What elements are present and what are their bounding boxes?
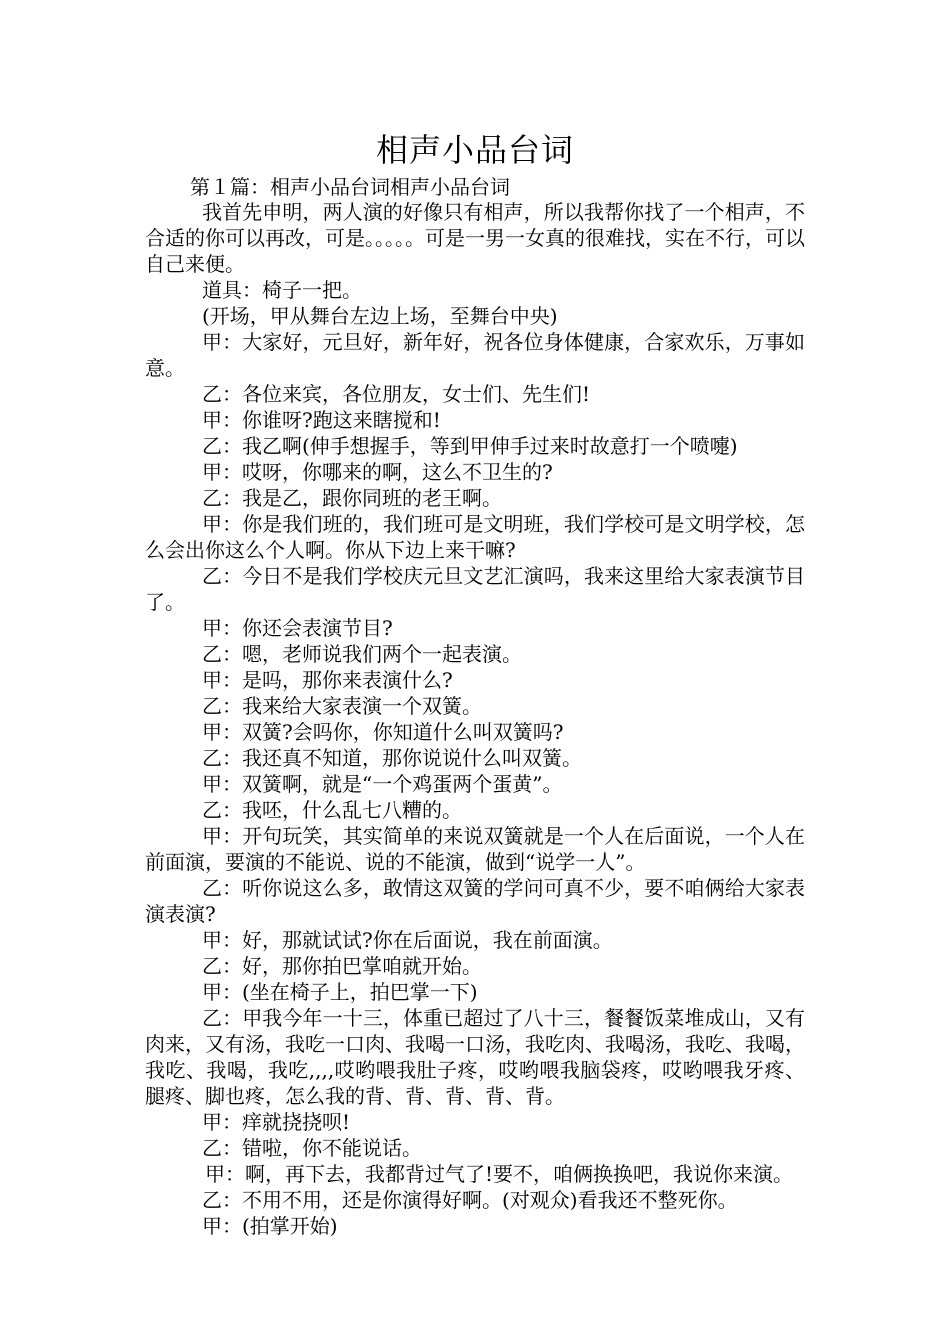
paragraph: 甲：双簧?会吗你，你知道什么叫双簧吗? — [202, 720, 564, 744]
paragraph: 甲：大家好，元旦好，新年好，祝各位身体健康，合家欢乐，万事如意。 — [145, 330, 805, 380]
paragraph: 乙：各位来宾，各位朋友，女士们、先生们! — [202, 382, 591, 406]
paragraph: 乙：甲我今年一十三，体重已超过了八十三，餐餐饭菜堆成山，又有肉来，又有汤，我吃一口肉、我喝一口汤，我吃肉、我喝汤，我吃、我喝，我吃、我喝，我吃,,,,哎哟喂我肚子疼，哎哟喂我脑袋疼，哎哟喂我牙疼、腿疼、脚也疼，怎么我的背、背、背、背、背。 — [145, 1006, 805, 1108]
paragraph: 道具：椅子一把。 — [202, 278, 362, 302]
paragraph: 乙：听你说这么多，敢情这双簧的学问可真不少，要不咱俩给大家表演表演? — [145, 876, 805, 926]
document-subtitle: 第１篇：相声小品台词相声小品台词 — [190, 175, 510, 199]
paragraph: 乙：我乙啊(伸手想握手，等到甲伸手过来时故意打一个喷嚏) — [202, 434, 738, 458]
paragraph: 乙：不用不用，还是你演得好啊。(对观众)看我还不整死你。 — [202, 1188, 738, 1212]
paragraph: 甲：好，那就试试?你在后面说，我在前面演。 — [202, 928, 613, 952]
paragraph: 乙：今日不是我们学校庆元旦文艺汇演吗，我来这里给大家表演节目了。 — [145, 564, 805, 614]
paragraph: 甲：(坐在椅子上，拍巴掌一下) — [202, 980, 478, 1004]
paragraph: 甲：是吗，那你来表演什么? — [202, 668, 453, 692]
paragraph: 甲：你还会表演节目? — [202, 616, 393, 640]
paragraph: 甲：你是我们班的，我们班可是文明班，我们学校可是文明学校，怎么会出你这么个人啊。你从下边上来干嘛? — [145, 512, 805, 562]
paragraph: (开场，甲从舞台左边上场，至舞台中央) — [202, 304, 558, 328]
paragraph: 甲：哎呀，你哪来的啊，这么不卫生的? — [202, 460, 553, 484]
paragraph: 甲：双簧啊，就是“一个鸡蛋两个蛋黄”。 — [202, 772, 563, 796]
paragraph: 甲：痒就挠挠呗! — [202, 1110, 351, 1134]
paragraph: 乙：好，那你拍巴掌咱就开始。 — [202, 954, 482, 978]
paragraph: 乙：我是乙，跟你同班的老王啊。 — [202, 486, 502, 510]
paragraph: 甲：啊，再下去，我都背过气了!要不，咱俩换换吧，我说你来演。 — [205, 1162, 794, 1186]
paragraph: 乙：我来给大家表演一个双簧。 — [202, 694, 482, 718]
paragraph: 甲：(拍掌开始) — [202, 1214, 338, 1238]
paragraph: 乙：我呸，什么乱七八糟的。 — [202, 798, 462, 822]
paragraph: 我首先申明，两人演的好像只有相声，所以我帮你找了一个相声，不合适的你可以再改，可是。。。。。可是一男一女真的很难找，实在不行，可以自己来便。 — [145, 200, 805, 276]
document-title: 相声小品台词 — [375, 131, 574, 169]
paragraph: 乙：错啦，你不能说话。 — [202, 1136, 422, 1160]
paragraph: 甲：你谁呀?跑这来瞎搅和! — [202, 408, 441, 432]
document-body — [145, 199, 805, 1239]
paragraph: 乙：嗯，老师说我们两个一起表演。 — [202, 642, 522, 666]
paragraph: 乙：我还真不知道，那你说说什么叫双簧。 — [202, 746, 582, 770]
paragraph: 甲：开句玩笑，其实简单的来说双簧就是一个人在后面说，一个人在前面演，要演的不能说、说的不能演，做到“说学一人”。 — [145, 824, 805, 874]
